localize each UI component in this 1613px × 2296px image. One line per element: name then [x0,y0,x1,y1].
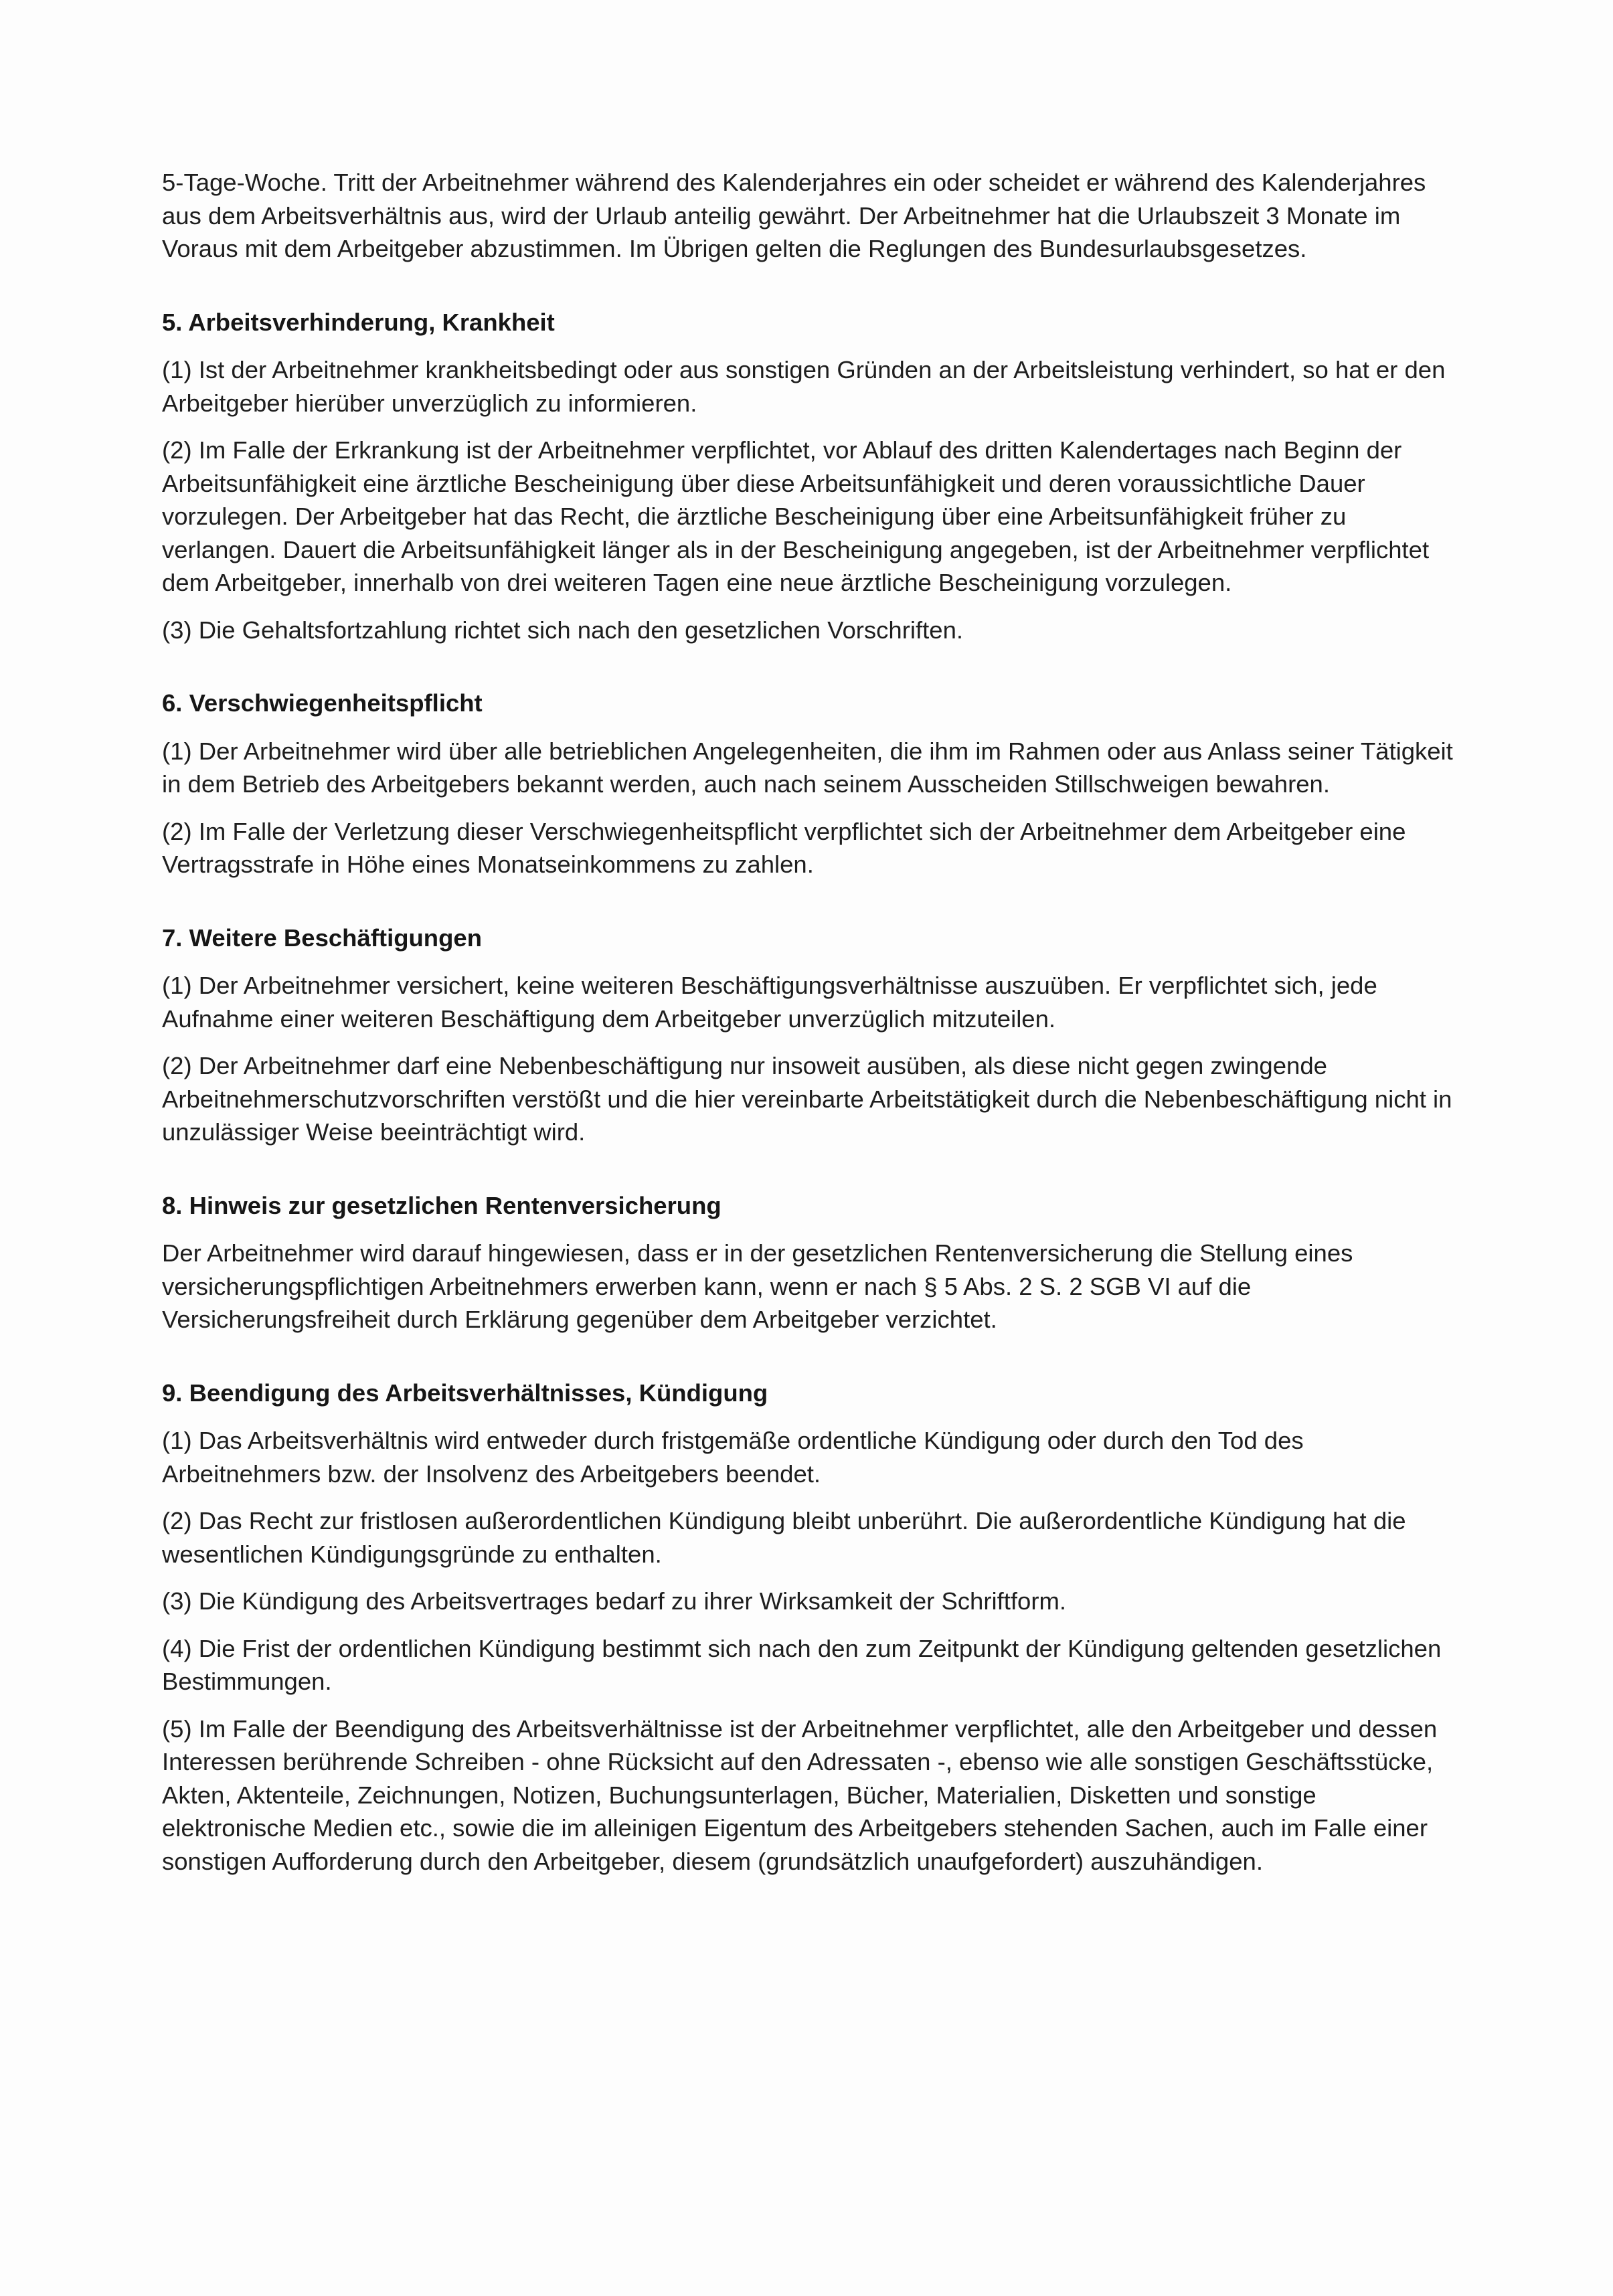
section-paragraph: (2) Das Recht zur fristlosen außerordentlichen Kündigung bleibt unberührt. Die außerordentliche Kündigung hat die wesentlichen Kündigungsgründe zu enthalten. [162,1507,1406,1568]
section-6 [162,687,1460,881]
section-paragraph: (3) Die Gehaltsfortzahlung richtet sich nach den gesetzlichen Vorschriften. [162,616,964,644]
section-heading: 5. Arbeitsverhinderung, Krankheit [162,308,555,336]
section-paragraph: (2) Im Falle der Erkrankung ist der Arbeitnehmer verpflichtet, vor Ablauf des dritten Kalendertages nach Beginn der Arbeitsunfähigkeit eine ärztliche Bescheinigung über diese Arbeitsunfähigkeit und deren voraussichtliche Dauer vorzulegen. Der Arbeitgeber hat das Recht, die ärztliche Bescheinigung über eine Arbeitsunfähigkeit früher zu verlangen. Dauert die Arbeitsunfähigkeit länger als in der Bescheinigung angegeben, ist der Arbeitnehmer verpflichtet dem Arbeitgeber, innerhalb von drei weiteren Tagen eine neue ärztliche Bescheinigung vorzulegen. [162,436,1430,596]
section-paragraph: (2) Der Arbeitnehmer darf eine Nebenbeschäftigung nur insoweit ausüben, als diese nicht gegen zwingende Arbeitnehmerschutzvorschriften verstößt und die hier vereinbarte Arbeitstätigkeit durch die Nebenbeschäftigung nicht in unzulässiger Weise beeinträchtigt wird. [162,1052,1452,1146]
section-5 [162,306,1460,647]
section-paragraph: (1) Das Arbeitsverhältnis wird entweder durch fristgemäße ordentliche Kündigung oder durch den Tod des Arbeitnehmers bzw. der Insolvenz des Arbeitgebers beendet. [162,1427,1304,1488]
document-body [162,166,1460,1892]
section-paragraph: Der Arbeitnehmer wird darauf hingewiesen, dass er in der gesetzlichen Rentenversicherung die Stellung eines versicherungspflichtigen Arbeitnehmers erwerben kann, wenn er nach § 5 Abs. 2 S. 2 SGB VI auf die Versicherungsfreiheit durch Erklärung gegenüber dem Arbeitgeber verzichtet. [162,1239,1353,1333]
section-9 [162,1377,1460,1878]
section-paragraph: (1) Der Arbeitnehmer wird über alle betrieblichen Angelegenheiten, die ihm im Rahmen oder aus Anlass seiner Tätigkeit in dem Betrieb des Arbeitgebers bekannt werden, auch nach seinem Ausscheiden Stillschweigen bewahren. [162,737,1453,798]
section-paragraph: (1) Der Arbeitnehmer versichert, keine weiteren Beschäftigungsverhältnisse auszuüben. Er verpflichtet sich, jede Aufnahme einer weiteren Beschäftigung dem Arbeitgeber unverzüglich mitzuteilen. [162,972,1377,1033]
section-heading: 9. Beendigung des Arbeitsverhältnisses, Kündigung [162,1379,768,1407]
section-heading: 7. Weitere Beschäftigungen [162,923,482,952]
section-paragraph: (5) Im Falle der Beendigung des Arbeitsverhältnisse ist der Arbeitnehmer verpflichtet, alle den Arbeitgeber und dessen Interessen berührende Schreiben - ohne Rücksicht auf den Adressaten -, ebenso wie alle sonstigen Geschäftsstücke, Akten, Aktenteile, Zeichnungen, Notizen, Buchungsunterlagen, Bücher, Materialien, Disketten und sonstige elektronische Medien etc., sowie die im alleinigen Eigentum des Arbeitgebers stehenden Sachen, auch im Falle einer sonstigen Aufforderung durch den Arbeitgeber, diesem (grundsätzlich unaufgefordert) auszuhändigen. [162,1714,1438,1875]
section-8 [162,1189,1460,1336]
section-heading: 6. Verschwiegenheitspflicht [162,689,483,717]
section-paragraph: (2) Im Falle der Verletzung dieser Verschwiegenheitspflicht verpflichtet sich der Arbeitnehmer dem Arbeitgeber eine Vertragsstrafe in Höhe eines Monatseinkommens zu zahlen. [162,817,1406,878]
section-7 [162,921,1460,1149]
section-paragraph: (1) Ist der Arbeitnehmer krankheitsbedingt oder aus sonstigen Gründen an der Arbeitsleistung verhindert, so hat er den Arbeitgeber hierüber unverzüglich zu informieren. [162,356,1446,417]
section-paragraph: (4) Die Frist der ordentlichen Kündigung bestimmt sich nach den zum Zeitpunkt der Kündigung geltenden gesetzlichen Bestimmungen. [162,1634,1442,1695]
intro-paragraph: 5-Tage-Woche. Tritt der Arbeitnehmer während des Kalenderjahres ein oder scheidet er während des Kalenderjahres aus dem Arbeitsverhältnis aus, wird der Urlaub anteilig gewährt. Der Arbeitnehmer hat die Urlaubszeit 3 Monate im Voraus mit dem Arbeitgeber abzustimmen. Im Übrigen gelten die Reglungen des Bundesurlaubsgesetzes. [162,169,1426,262]
section-paragraph: (3) Die Kündigung des Arbeitsvertrages bedarf zu ihrer Wirksamkeit der Schriftform. [162,1587,1067,1615]
section-heading: 8. Hinweis zur gesetzlichen Rentenversicherung [162,1191,721,1219]
